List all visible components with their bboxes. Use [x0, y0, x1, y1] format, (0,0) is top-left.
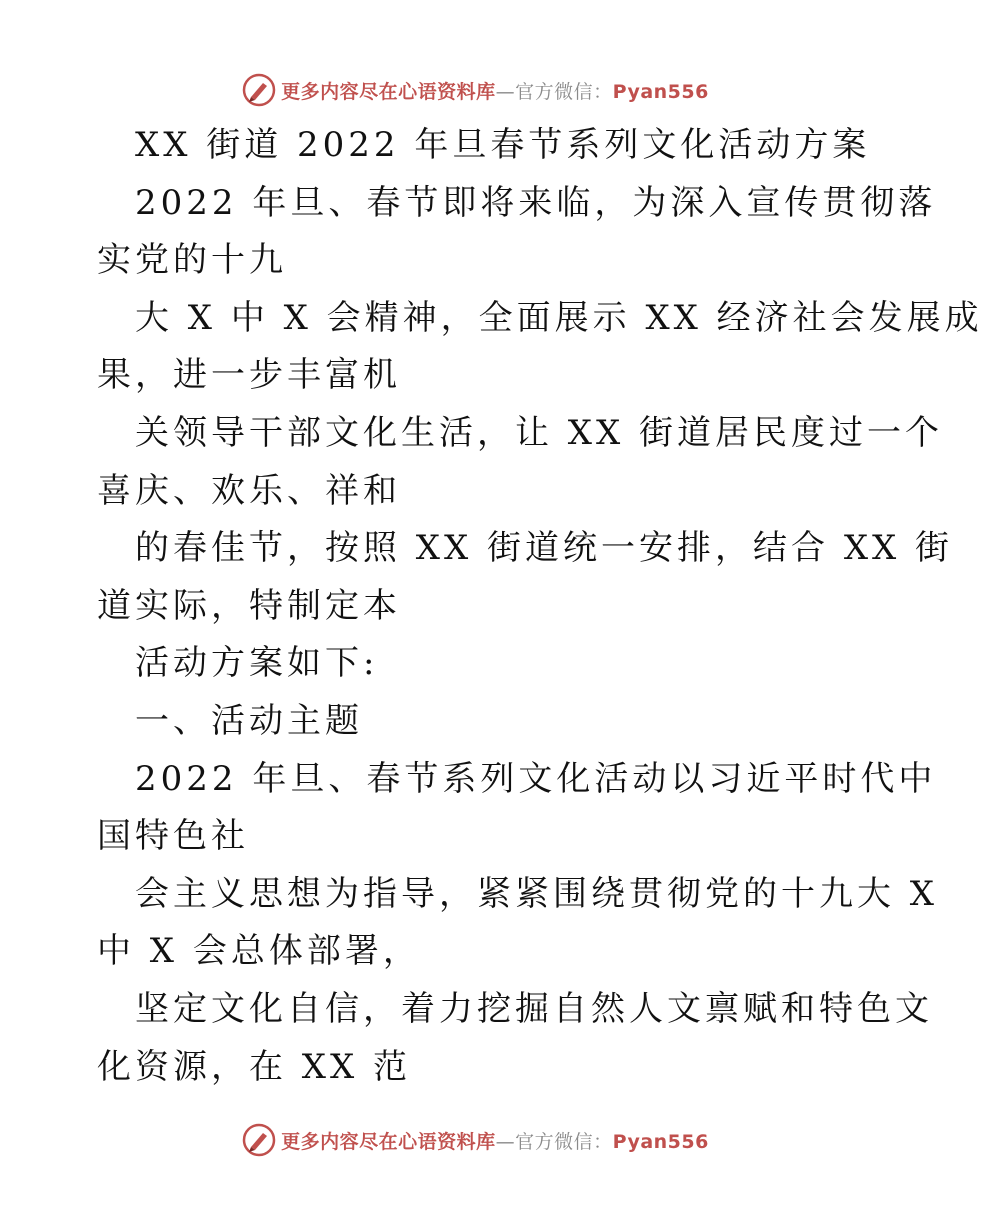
document-body	[97, 117, 983, 1096]
watermark-text	[281, 77, 709, 104]
paragraph-line: 关领导干部文化生活，让 XX 街道居民度过一个	[135, 412, 944, 453]
paragraph-line: 国特色社	[97, 816, 249, 857]
paragraph-line: 大 X 中 X 会精神，全面展示 XX 经济社会发展成	[135, 297, 983, 338]
watermark-brand: 更多内容尽在心语资料库	[281, 80, 496, 103]
watermark-subtitle: 官方微信：	[515, 80, 613, 103]
watermark-handle: Pyan556	[612, 1130, 709, 1153]
paragraph-line: 活动方案如下:	[135, 643, 379, 684]
paragraph-line: 化资源，在 XX 范	[97, 1046, 412, 1087]
watermark-text	[281, 1127, 709, 1154]
paragraph-line: 2022 年旦、春节即将来临，为深入宣传贯彻落	[135, 182, 937, 223]
paragraph-line: 中 X 会总体部署，	[97, 931, 421, 972]
section-heading: 一、活动主题	[135, 700, 363, 741]
pen-circle-logo-icon	[241, 1122, 277, 1158]
document-title: XX 街道 2022 年旦春节系列文化活动方案	[135, 125, 871, 165]
paragraph-line: 会主义思想为指导，紧紧围绕贯彻党的十九大 X	[135, 873, 939, 914]
watermark-separator: —	[495, 80, 516, 103]
header-watermark-banner	[0, 70, 950, 110]
watermark-separator: —	[495, 1130, 516, 1153]
pen-circle-logo-icon	[241, 72, 277, 108]
paragraph-line: 喜庆、欢乐、祥和	[97, 470, 401, 511]
paragraph-line: 2022 年旦、春节系列文化活动以习近平时代中	[135, 758, 937, 799]
paragraph-line: 的春佳节，按照 XX 街道统一安排，结合 XX 街	[135, 528, 954, 569]
watermark-subtitle: 官方微信：	[515, 1130, 613, 1153]
paragraph-line: 果，进一步丰富机	[97, 355, 401, 396]
paragraph-line: 道实际，特制定本	[97, 585, 401, 626]
watermark-brand: 更多内容尽在心语资料库	[281, 1130, 496, 1153]
paragraph-line: 实党的十九	[97, 240, 287, 281]
watermark-handle: Pyan556	[612, 80, 709, 103]
footer-watermark-banner	[0, 1120, 950, 1160]
paragraph-line: 坚定文化自信，着力挖掘自然人文禀赋和特色文	[135, 988, 933, 1029]
